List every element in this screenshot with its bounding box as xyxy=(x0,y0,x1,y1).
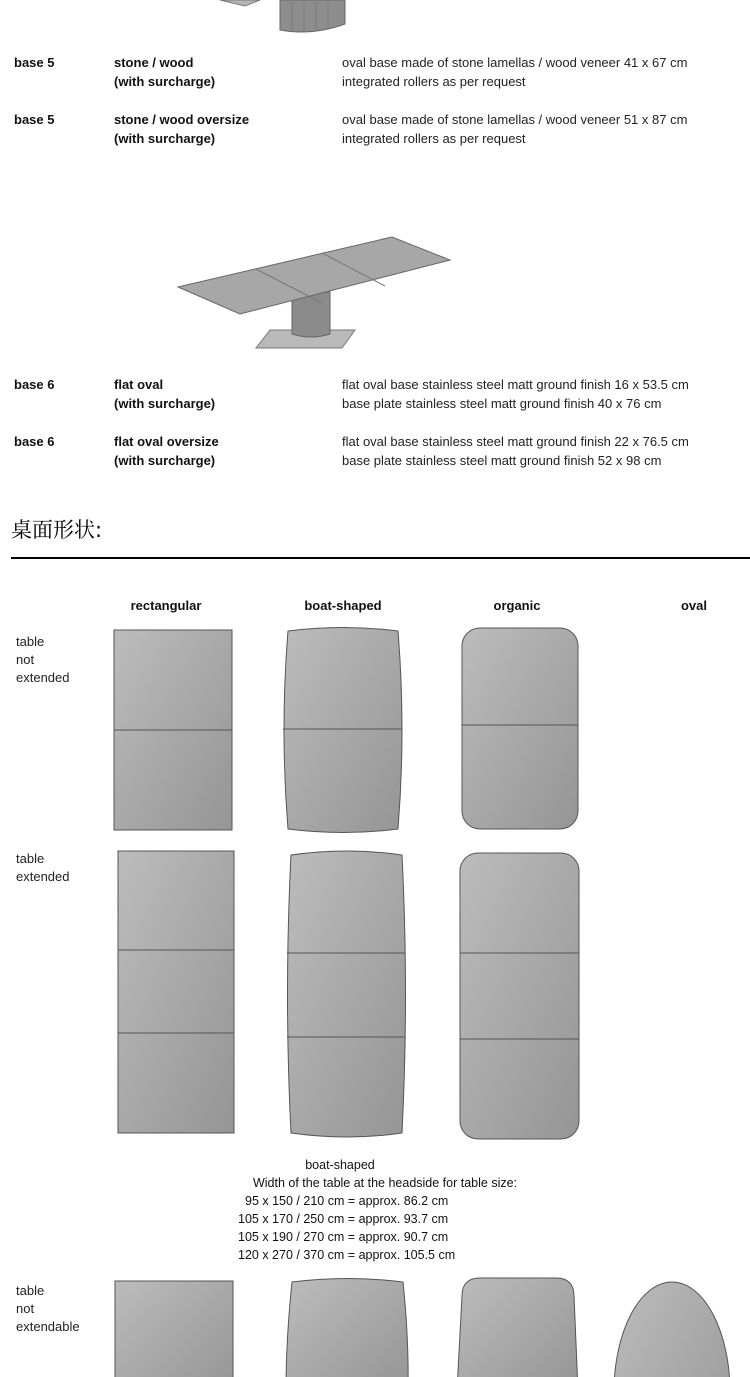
note-line: 105 x 190 / 270 cm = approx. 90.7 cm xyxy=(238,1230,449,1244)
base-description: oval base made of stone lamellas / wood veneer 51 x 87 cm xyxy=(342,112,688,127)
note-line: 120 x 270 / 370 cm = approx. 105.5 cm xyxy=(238,1248,456,1262)
column-header-oval: oval xyxy=(680,598,707,613)
base-label: base 6 xyxy=(14,434,55,449)
base-description-extra: integrated rollers as per request xyxy=(342,74,526,89)
base-label: base 5 xyxy=(14,112,55,127)
note-line: 95 x 150 / 210 cm = approx. 86.2 cm xyxy=(245,1194,449,1208)
base-surcharge: (with surcharge) xyxy=(114,74,216,89)
column-header-organic: organic xyxy=(493,598,541,613)
oval-not-extendable xyxy=(614,1282,730,1377)
row-label-not-extended: table not extended xyxy=(16,634,70,685)
column-header-boat-shaped: boat-shaped xyxy=(304,598,382,613)
base-name: stone / wood oversize xyxy=(114,112,250,127)
base-description-extra: integrated rollers as per request xyxy=(342,131,526,146)
base-name: stone / wood xyxy=(114,55,194,70)
base-description: oval base made of stone lamellas / wood veneer 41 x 67 cm xyxy=(342,55,688,70)
section-title: 桌面形状: xyxy=(11,518,103,542)
boat-shaped-not-extendable xyxy=(286,1279,408,1377)
base-description-extra: base plate stainless steel matt ground finish 40 x 76 cm xyxy=(342,396,662,411)
base-description-extra: base plate stainless steel matt ground finish 52 x 98 cm xyxy=(342,453,662,468)
rectangular-not-extended xyxy=(114,630,232,830)
base-label: base 5 xyxy=(14,55,55,70)
organic-extended xyxy=(460,853,579,1139)
organic-not-extended xyxy=(462,628,578,829)
row-label-not-extendable: table not extendable xyxy=(16,1283,80,1334)
base-description: flat oval base stainless steel matt ground finish 22 x 76.5 cm xyxy=(342,434,689,449)
note-title: boat-shaped xyxy=(305,1158,375,1172)
base-name: flat oval oversize xyxy=(114,434,219,449)
row-label-extended: table extended xyxy=(16,851,70,884)
base-name: flat oval xyxy=(114,377,164,392)
base-surcharge: (with surcharge) xyxy=(114,453,216,468)
column-header-rectangular: rectangular xyxy=(130,598,202,613)
boat-shaped-width-note xyxy=(200,1156,480,1174)
base-label: base 6 xyxy=(14,377,55,392)
base-surcharge: (with surcharge) xyxy=(114,131,216,146)
note-size-list xyxy=(238,1192,498,1264)
rectangular-extended xyxy=(118,851,234,1133)
base-surcharge: (with surcharge) xyxy=(114,396,216,411)
note-subtitle: Width of the table at the headside for table size: xyxy=(252,1176,518,1190)
boat-shaped-not-extended xyxy=(283,628,402,833)
organic-not-extendable xyxy=(457,1278,578,1377)
boat-shaped-extended xyxy=(287,851,406,1137)
note-line: 105 x 170 / 250 cm = approx. 93.7 cm xyxy=(238,1212,449,1226)
rectangular-not-extendable xyxy=(115,1281,233,1377)
base-description: flat oval base stainless steel matt ground finish 16 x 53.5 cm xyxy=(342,377,689,392)
